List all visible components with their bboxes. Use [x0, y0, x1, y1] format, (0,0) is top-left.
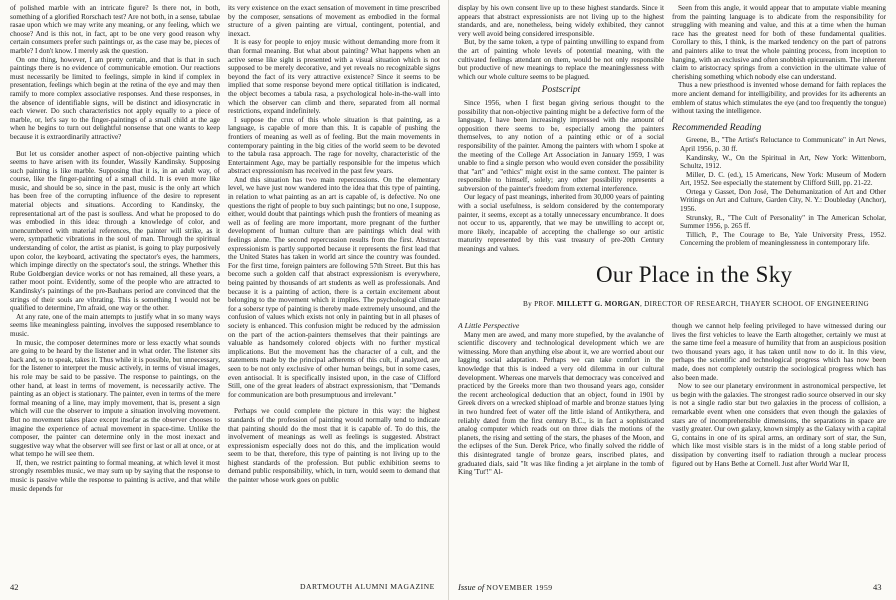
paragraph: But let us consider another aspect of non-objective painting which seems to have arisen with its founder, Wassily Kandinsky. Supposing such painting is like marble. Supposing that it is, in an adult way, of course, like the finger-painting of a small child. It is even more like music, and should be so, since in the past, music is the only art which has been free of the corrupting influence of the desire to represent material objects and situations. According to Kandinsky, the representational art of the past is soulless. And what he proposed to do was embodied in this idea: through a knowledge of color, and unencumbered with material references, the painter will strike, as it were, sympathetic vibrations in the soul of man. Through the spiritual understanding of color, the artist as pianist, is going to play purposively upon color, the keyboard, activating the spectator's eyes, the hammers, which impinge directly on the spectator's soul, the strings. Whether this Rube Goldbergian device works or not has remained, all these years, a rather moot point. Evidently, some of the people who are attracted to Kandinsky's paintings of the pre-Bauhaus period are convinced that the strings of their souls are vibrating. This is something I would not be qualified to determine, I'm afraid, one way or the other. [10, 149, 220, 313]
column-6 [672, 322, 886, 570]
column-2 [228, 4, 440, 566]
paragraph: its very existence on the exact sensation of movement in time prescribed by the composer, sensations of movement as embodied in the formal structure of a given painting are virtual, contingent, potential, and inexact. [228, 4, 440, 38]
paragraph: display by his own consent live up to these highest standards. Since it appears that abstract expressionists are not living up to the highest standards, and are, nonetheless, being widely exhibited, they cannot very well avoid being considered irresponsible. [458, 4, 664, 38]
paragraph: Now to see our planetary environment in astronomical perspective, let us begin with the galaxies. The strongest radio source observed in our sky is not a single radio star but two galaxies in the process of collision, a remarkable event when one considers that even though the galaxies of stars are of incomprehensible dimensions, the separations in space are vastly greater. Our own galaxy, known simply as the Galaxy with a capital G, contains in one of its spiral arms, an ordinary sort of star, the Sun, which like most visible stars is in the midst of a long stable period of dissipation by converting itself to radiation through a nuclear process figured out by Hans Bethe at Cornell. Just after World War II, [672, 382, 886, 468]
reference-item: Strunsky, R., "The Cult of Personality" in The American Scholar, Summer 1956, p. 265 ff. [680, 213, 886, 231]
paragraph: of polished marble with an intricate figure? Is there not, in both, something of a glorified Rorschach test? Are not both, in a sense, tabulae rasae upon which we may write any meaning, or any feeling, which we choose? And is this not, in fact, apt to be one very good reason why certain consumers prefer such paintings or, as the case may be, pieces of marble? I don't know. I merely ask the question. [10, 4, 220, 55]
paragraph: At any rate, one of the main attempts to justify what in so many ways seems like meaningless painting, involves the supposed resemblance to music. [10, 312, 220, 338]
paragraph: Perhaps we could complete the picture in this way: the highest standards of the profession of painting would normally tend to indicate that painting should do the most that it is capable of. To do this, the involvement of meanings as well as feelings is suggested. Abstract expressionism especially does not do this, and the implication would seem to be that, therefore, this type of painting is not living up to the highest standards of the profession. But public exhibition seems to demand public responsibility, which, in turn, would seem to demand that the painter whose work goes on public [228, 407, 440, 485]
paragraph: If, then, we restrict painting to formal meaning, at which level it most strongly resembles music, we may sum up by saying that the response to music is passive while the response to painting is active, and that while music depends for [10, 458, 220, 493]
paragraph: Thus a new priesthood is invented whose demand for faith replaces the more ancient demand for intelligibility, and provides for its adherents an emblem of status which stimulates the eye (and too frequently the tongue) without taxing the intelligence. [672, 81, 886, 116]
article-title: Our Place in the Sky [596, 262, 793, 287]
paragraph: I suppose the crux of this whole situation is that painting, as a language, is capable of more than this. It is capable of pushing the frontiers of meaning as well as of feeling. But the main movements in contemporary painting in the big cities of the world seem to be devoted to the tabula rasa approach. The rage for novelty, characteristic of the Entertainment Age, may be partially responsible for the impetus which abstract expressionism has received in the past few years. [228, 115, 440, 176]
byline-prefix: By PROF. [523, 300, 557, 308]
reference-item: Miller, D. C. (ed.), 15 Americans, New York: Museum of Modern Art, 1952. See especially the statement by Clifford Still, pp. 21-22. [680, 170, 886, 188]
reference-item: Kandinsky, W., On the Spiritual in Art, New York: Wittenborn, Schultz, 1912. [680, 153, 886, 171]
column-5 [458, 322, 664, 570]
paragraph: It is easy for people to enjoy music without demanding more from it than formal meaning. But what about painting? What happens when an active sense like sight is presented with a visual situation which is not supposed to be merely decorative, and yet reveals no recognizable signs beyond the fact of its very attractive existence? Since it seems to be implied that some response beyond mere optical titillation is indicated, the object becomes a tabula rasa, a psychological hole-in-the-wall into which the observer can climb and there, separated from all normal restrictions, expand indefinitely. [228, 38, 440, 116]
column-1 [10, 4, 220, 566]
paragraph: On one thing, however, I am pretty certain, and that is that in such paintings there is no evidence of communicable emotion. Our reactions must necessarily be limited to feelings, simple in kind if complex in presentation, feelings which begin at the retina of the eye and may then ramify to more complex associative responses. And these responses, in the absence of identifiable signs, will be distinct and idiosyncratic in each viewer. Do such characteristics not apply equally to a piece of marble, or, let's say to the finger-paintings of a small child at the age when he begins to turn out delightful nonsense that one wants to keep because it is extraordinarily attractive? [10, 55, 220, 141]
reference-item: Greene, B., "The Artist's Reluctance to Communicate" in Art News, April 1956, p. 30 ff. [680, 136, 886, 153]
magazine-name: DARTMOUTH ALUMNI MAGAZINE [300, 582, 435, 591]
issue-date: NOVEMBER 1959 [486, 583, 553, 592]
article-byline [516, 300, 876, 308]
paragraph: In music, the composer determines more or less exactly what sounds are going to be heard by the listener and in what order. The listener sits back and, so to speak, takes it. Thus while it is possible, but unnecessary, for the listener to interpret the music actively, in terms of visual images, his role may be said to be passive. The response to paintings, on the other hand, at least in terms of movement, is necessarily active. The painting as an object is stationary. The painter, even in terms of the mere formal meaning of a line, may imply movement, that is, present a sign which will cue the observer to impute a situation involving movement. But no movement takes place except insofar as the observer chooses to imagine the experience of actual movement in space-time. Unlike the composer, the painter can determine only in the most inexact and suggestive way what the observer will see first or last or all at once, or at what tempo he will see them. [10, 338, 220, 459]
page-number-right: 43 [873, 582, 882, 592]
paragraph: Since 1956, when I first began giving serious thought to the possibility that non-objective painting might be a defective form of the language, I have been increasingly impressed with the amount of opposition there seems to be, especially among the painters themselves, to any notion of a painting ethic or of a social responsibility of the painter. Among the painters with whom I spoke at the meeting of the College Art Association in January 1959, I was unable to find a single person who would even consider the possibility that "art" and "ethics" might exist in the same context. The painter is responsible to himself, solely; any other possibility represents a subversion of the painter's freedom from external interference. [458, 98, 664, 193]
column-4 [672, 4, 886, 254]
article-subhead: A Little Perspective [458, 322, 520, 330]
column-3 [458, 4, 664, 254]
postscript-heading: Postscript [541, 85, 581, 96]
reference-item: Ortega y Gasset, Don José, The Dehumanization of Art and Other Writings on Art and Culture, Garden City, N. Y.: Doubleday (Anchor), 1956. [680, 187, 886, 214]
paragraph: But, by the same token, a type of painting unwilling to expand from the art of painting whole levels of potential meaning, with the cultivated feelings attendant on them, would be not only responsible but productive of new meanings to replace the meaninglessness with which our whole culture seems to be plagued. [458, 38, 664, 81]
recommended-reading-heading: Recommended Reading [672, 122, 762, 133]
author-name: MILLETT G. MORGAN [556, 300, 640, 308]
issue-line [458, 582, 553, 592]
paragraph: Our legacy of past meanings, inherited from 30,000 years of painting with a social usefulness, is seldom considered by the contemporary painter, it seems, except as a totally unnecessary encumbrance. It does not occur to us, apparently, that we may be unwilling to accept or, more likely, incapable of accepting the challenge so our artistic maturity represented by this vast treasury of pre-20th Century meanings and values. [458, 193, 664, 254]
issue-prefix: Issue of [458, 582, 487, 592]
author-affiliation: , DIRECTOR OF RESEARCH, THAYER SCHOOL OF ENGINEERING [639, 300, 869, 308]
page-number-left: 42 [10, 582, 19, 592]
paragraph: And this situation has two main repercussions. On the elementary level, we have just now wandered into the idea that this type of painting, in relation to what painting as an art is capable of, is defective. No one questions the right of people to buy such paintings; but no one, I suppose, either, would doubt that paintings which push the frontiers of meaning as well as of feeling are more important, more pregnant of the further development of human culture than are paintings which deal with feelings alone. The second repercussion results from the first. Abstract expressionism is partly supported because it represents the first lead that the United States has taken in world art since the country was founded. For the first time, foreign painters are following 57th Street. But this has become such a golden calf that abstract expressionism is everywhere, being painted by thousands of art students as well as professionals. And because it is a painting of action, there is a certain excitement about belonging to the movement which it implies. The psychological climate for a sobersr type of painting is thereby made extremely unsound, and the confusion of values which exists not only in painting but in all phases of society is enhanced. This confusion might be reduced by the admission on the part of the action-painters themselves that their paintings are valuable as handsomely colored objects with no further mystical implications. But the movement has the character of a cult, and the statements made by the principal adherents of this cult, if analyzed, are seen to be not only exclusive of other human beings, but in some cases, even antisocial. It is specifically insisted upon, in the case of Clifford Still, one of the great leaders of abstract expressionism, that "Demands for communication are both presumptuous and irrelevant." [228, 175, 440, 399]
page-gutter [448, 0, 449, 600]
paragraph: Seen from this angle, it would appear that to amputate viable meaning from the painting language is to abdicate from the responsibility for struggling with meaning and value, and this at a time when the human race has the greatest need for both of these fundamental qualities. Corollary to this, I think, is the marked tendency on the part of patrons and painters alike to treat the whole painting process, from inception to hanging, with an exclusive and often snobbish epicureanism. The inherent claim to aristocracy springs from a conviction in the ultimate value of cherishing something which nobody else can understand. [672, 4, 886, 81]
reference-item: Tillich, P., The Courage to Be, Yale University Press, 1952. Concerning the problem of meaninglessness in contemporary life. [680, 230, 886, 248]
paragraph: Many men are awed, and many more stupefied, by the avalanche of scientific discovery and technological development which we are witnessing. More than anything else about it, we are worried about our lagging social adaptation. Perhaps we can take comfort in the knowledge that this is indeed a very old dilemma in our cultural development. Whereas one marvels that democracy was conceived and practiced by the Greeks more than two thousand years ago, consider the recent archeological deduction that an object, found in 1901 by Greek divers on a wrecked shipload of marble and bronze statues lying in two hundred feet of water off the little island of Antikythera, and reliably dated from the first century B.C., is in fact a sophisticated analog computer which reads out on three dials the motions of the planets, the rising and setting of the stars, the phases of the Moon, and the eclipses of the Sun. Derek Price, who finally solved the riddle of this disintegrated tangle of bronze gears, inscribed plates, and graduated dials, said "It was like finding a jet airplane in the tomb of King 'Tut'!" Al- [458, 330, 664, 477]
paragraph: though we cannot help feeling privileged to have witnessed during our lives the first vehicles to leave the Earth altogether, certainly we must at the same time feel a measure of humility that from an auspicious position two thousand years ago, it has taken until now to do it. In this view, perhaps the scientific and technological progress which has now been made, does not completely outstrip the sociological progress which has also been made. [672, 322, 886, 382]
